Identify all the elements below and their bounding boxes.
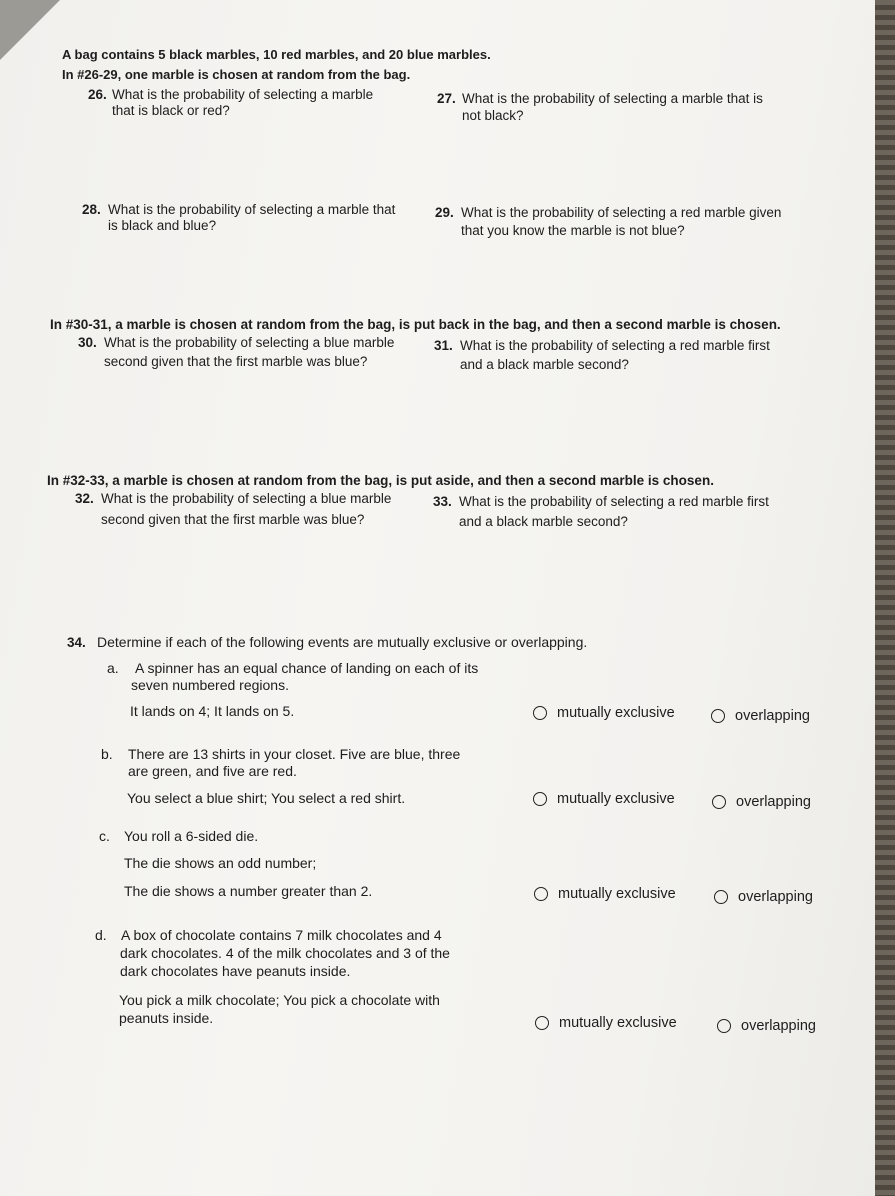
q34c-text-1: You roll a 6-sided die. — [124, 828, 259, 844]
q34d-letter: d. — [95, 927, 107, 943]
q34c-text-2: The die shows an odd number; — [124, 855, 317, 871]
q30-number: 30. — [78, 335, 97, 350]
q27-number: 27. — [437, 91, 456, 106]
q29-number: 29. — [435, 205, 454, 220]
radio-circle-icon[interactable] — [533, 706, 547, 720]
q31-text-2: and a black marble second? — [460, 357, 629, 372]
section-30-31-header: In #30-31, a marble is chosen at random from the bag, is put back in the bag, and then a second marble is chosen. — [50, 317, 781, 332]
q34d-mutually-exclusive-option[interactable] — [535, 1015, 677, 1031]
q34c-letter: c. — [99, 828, 110, 844]
q34b-text-1: There are 13 shirts in your closet. Five are blue, three — [128, 746, 461, 762]
radio-circle-icon[interactable] — [534, 887, 548, 901]
q34d-text-2: dark chocolates. 4 of the milk chocolates and 3 of the — [120, 945, 450, 961]
q32-text-2: second given that the first marble was blue? — [101, 512, 365, 527]
q29-text-2: that you know the marble is not blue? — [461, 223, 685, 238]
option-label: overlapping — [741, 1018, 816, 1034]
radio-circle-icon[interactable] — [533, 792, 547, 806]
q34b-text-2: are green, and five are red. — [128, 763, 297, 779]
option-label: mutually exclusive — [557, 705, 675, 721]
q28-number: 28. — [82, 202, 101, 217]
q33-text-1: What is the probability of selecting a red marble first — [459, 494, 769, 509]
q32-number: 32. — [75, 491, 94, 506]
q33-number: 33. — [433, 494, 452, 509]
q34a-mutually-exclusive-option[interactable] — [533, 705, 675, 721]
background-edge — [875, 0, 895, 1196]
radio-circle-icon[interactable] — [714, 890, 728, 904]
q28-text-2: is black and blue? — [108, 218, 217, 233]
q34d-events-1: You pick a milk chocolate; You pick a chocolate with — [119, 992, 440, 1008]
q34c-mutually-exclusive-option[interactable] — [534, 886, 676, 902]
q27-text-1: What is the probability of selecting a marble that is — [462, 91, 763, 106]
q28-text-1: What is the probability of selecting a marble that — [108, 202, 396, 217]
q26-number: 26. — [88, 87, 107, 102]
radio-circle-icon[interactable] — [712, 795, 726, 809]
q34d-events-2: peanuts inside. — [119, 1010, 214, 1026]
q34a-overlapping-option[interactable] — [711, 708, 810, 724]
q34b-overlapping-option[interactable] — [712, 794, 811, 810]
folded-corner — [0, 0, 60, 60]
q34b-events: You select a blue shirt; You select a red shirt. — [127, 790, 406, 806]
q26-text-1: What is the probability of selecting a marble — [112, 87, 374, 102]
radio-circle-icon[interactable] — [711, 709, 725, 723]
q34b-mutually-exclusive-option[interactable] — [533, 791, 675, 807]
option-label: overlapping — [736, 794, 811, 810]
q27-text-2: not black? — [462, 108, 524, 123]
option-label: mutually exclusive — [557, 791, 675, 807]
q30-text-2: second given that the first marble was blue? — [104, 354, 368, 369]
q31-text-1: What is the probability of selecting a red marble first — [460, 338, 770, 353]
q34a-text-1: A spinner has an equal chance of landing on each of its — [135, 660, 479, 676]
q34-number: 34. — [67, 635, 86, 650]
option-label: overlapping — [738, 889, 813, 905]
option-label: overlapping — [735, 708, 810, 724]
q34c-overlapping-option[interactable] — [714, 889, 813, 905]
q34d-text-3: dark chocolates have peanuts inside. — [120, 963, 351, 979]
intro-line-1: A bag contains 5 black marbles, 10 red marbles, and 20 blue marbles. — [62, 47, 491, 62]
radio-circle-icon[interactable] — [717, 1019, 731, 1033]
q31-number: 31. — [434, 338, 453, 353]
q34d-text-1: A box of chocolate contains 7 milk chocolates and 4 — [121, 927, 442, 943]
q26-text-2: that is black or red? — [112, 103, 230, 118]
q34d-overlapping-option[interactable] — [717, 1018, 816, 1034]
option-label: mutually exclusive — [559, 1015, 677, 1031]
q30-text-1: What is the probability of selecting a blue marble — [104, 335, 395, 350]
q34c-events: The die shows a number greater than 2. — [124, 883, 373, 899]
section-32-33-header: In #32-33, a marble is chosen at random from the bag, is put aside, and then a second marble is chosen. — [47, 473, 714, 488]
q33-text-2: and a black marble second? — [459, 514, 628, 529]
q34a-letter: a. — [107, 660, 119, 676]
radio-circle-icon[interactable] — [535, 1016, 549, 1030]
q29-text-1: What is the probability of selecting a red marble given — [461, 205, 782, 220]
intro-line-2: In #26-29, one marble is chosen at random from the bag. — [62, 67, 411, 82]
option-label: mutually exclusive — [558, 886, 676, 902]
q34a-text-2: seven numbered regions. — [131, 677, 289, 693]
q34a-events: It lands on 4; It lands on 5. — [130, 703, 295, 719]
q34-prompt: Determine if each of the following events are mutually exclusive or overlapping. — [97, 634, 588, 650]
q34b-letter: b. — [101, 746, 113, 762]
q32-text-1: What is the probability of selecting a blue marble — [101, 491, 392, 506]
